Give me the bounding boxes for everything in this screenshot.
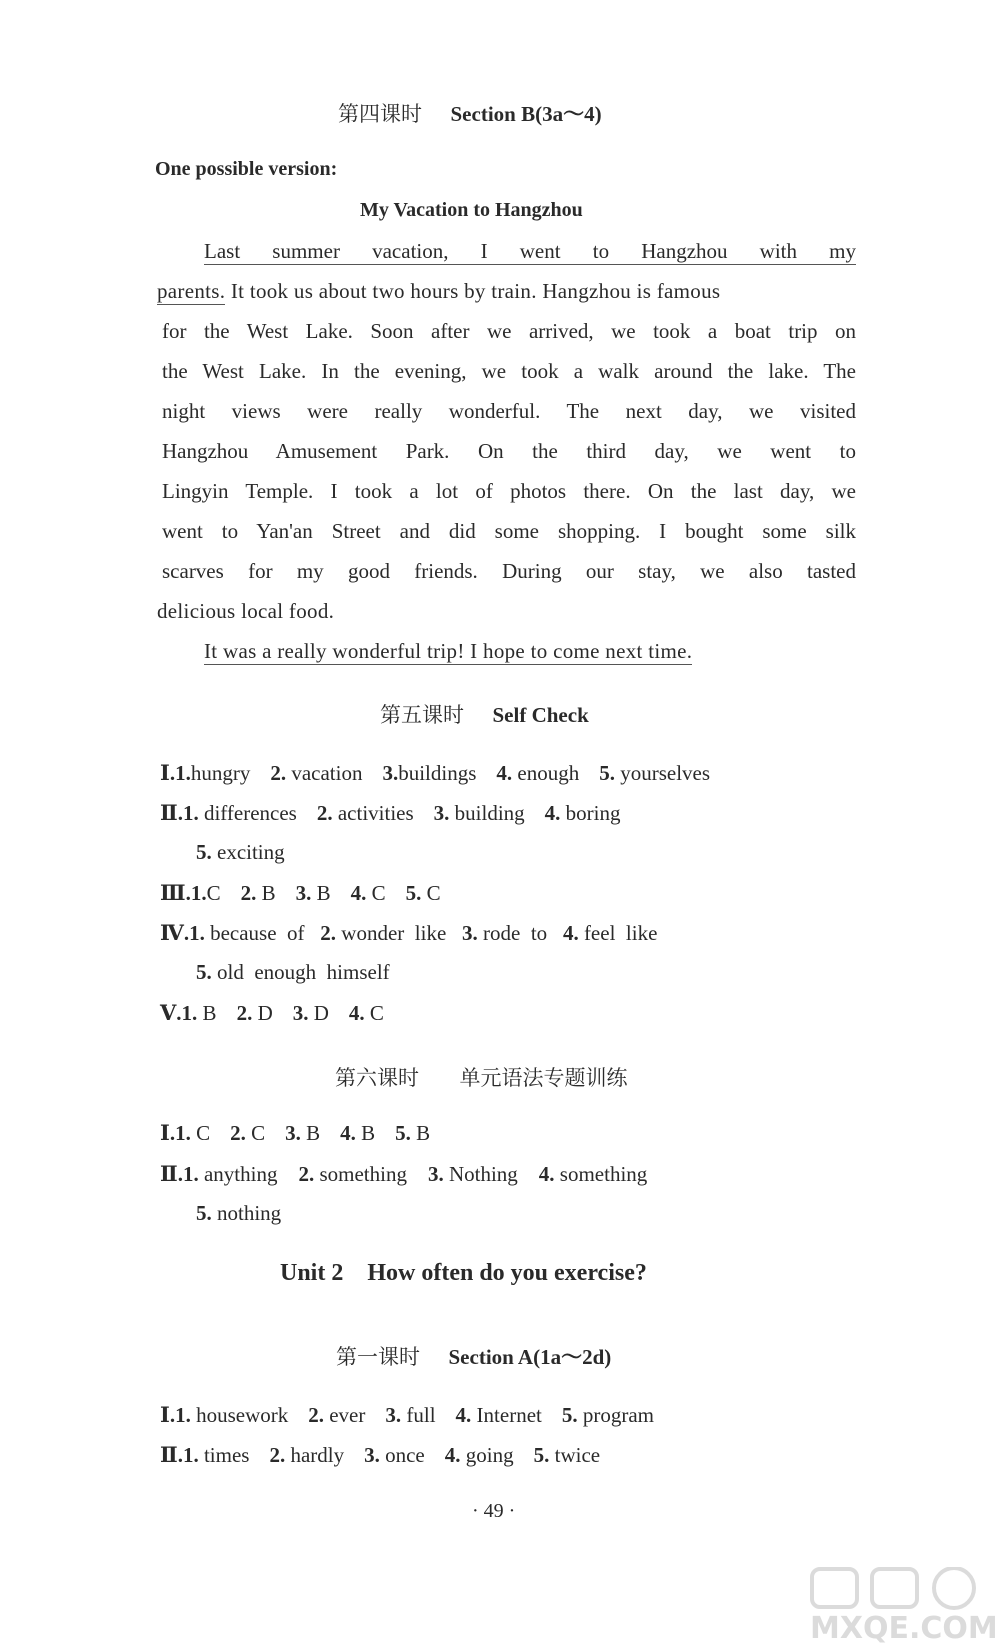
answer-row: Ⅱ.1. differences 2. activities 3. building 4. boring xyxy=(160,801,621,825)
section4-heading xyxy=(338,98,602,128)
answer-row: Ⅰ.1. housework 2. ever 3. full 4. Internet 5. program xyxy=(160,1403,654,1427)
section5-title-cn: 第五课时 xyxy=(380,703,464,727)
essay-line-10: delicious local food. xyxy=(157,599,335,623)
answer-row: Ⅳ.1. because of 2. wonder like 3. rode to 4. feel like xyxy=(160,921,658,945)
answer-row: Ⅱ.1. times 2. hardly 3. once 4. going 5. twice xyxy=(160,1443,601,1467)
watermark-text: MXQE.COM xyxy=(810,1611,998,1646)
answer-row: 5. old enough himself xyxy=(196,960,390,984)
essay-line-3: for the West Lake. Soon after we arrived, we took a boat trip on xyxy=(162,319,856,343)
essay-line-1: Last summer vacation, I went to Hangzhou with my xyxy=(204,239,856,263)
essay-line-9: scarves for my good friends. During our stay, we also tasted xyxy=(162,559,856,583)
answer-row: Ⅰ.1. C 2. C 3. B 4. B 5. B xyxy=(160,1121,431,1145)
answer-row: 5. exciting xyxy=(196,840,285,864)
essay-line-6: Hangzhou Amusement Park. On the third day, we went to xyxy=(162,439,856,463)
essay-line-8: went to Yan'an Street and did some shopping. I bought some silk xyxy=(162,519,856,543)
lesson-title-cn: 第一课时 xyxy=(336,1345,420,1369)
section6-title-cn2: 单元语法专题训练 xyxy=(459,1066,628,1090)
answer-row: Ⅰ.1.hungry 2. vacation 3.buildings 4. enough 5. yourselves xyxy=(160,761,711,785)
unit-title: Unit 2 How often do you exercise? xyxy=(280,1260,647,1286)
unit2-lesson-heading xyxy=(336,1341,611,1371)
lesson-title-en: Section A(1a～2d) xyxy=(448,1345,612,1369)
essay-line-5: night views were really wonderful. The next day, we visited xyxy=(162,399,856,423)
essay-line-4: the West Lake. In the evening, we took a walk around the lake. The xyxy=(162,359,856,383)
underlined-phrase: parents. xyxy=(157,279,226,303)
answer-row: Ⅲ.1.C 2. B 3. B 4. C 5. C xyxy=(160,881,441,905)
section5-heading xyxy=(380,699,589,729)
essay-line-11: It was a really wonderful trip! I hope to come next time. xyxy=(204,639,693,663)
essay-line-2: parents. It took us about two hours by train. Hangzhou is famous xyxy=(157,279,721,303)
intro-label: One possible version: xyxy=(155,158,338,180)
answer-row: Ⅱ.1. anything 2. something 3. Nothing 4. something xyxy=(160,1162,648,1186)
section4-title-cn: 第四课时 xyxy=(338,102,422,126)
page-number: · 49 · xyxy=(472,1500,516,1522)
section6-title-cn: 第六课时 xyxy=(335,1066,419,1090)
section4-title-en: Section B(3a～4) xyxy=(450,102,602,126)
watermark-logo xyxy=(802,1567,998,1647)
essay-title: My Vacation to Hangzhou xyxy=(360,199,583,221)
section6-heading xyxy=(335,1062,628,1092)
answer-row: 5. nothing xyxy=(196,1201,282,1225)
answer-row: Ⅴ.1. B 2. D 3. D 4. C xyxy=(160,1001,384,1025)
section5-title-en: Self Check xyxy=(492,703,589,727)
essay-line-7: Lingyin Temple. I took a lot of photos there. On the last day, we xyxy=(162,479,856,503)
